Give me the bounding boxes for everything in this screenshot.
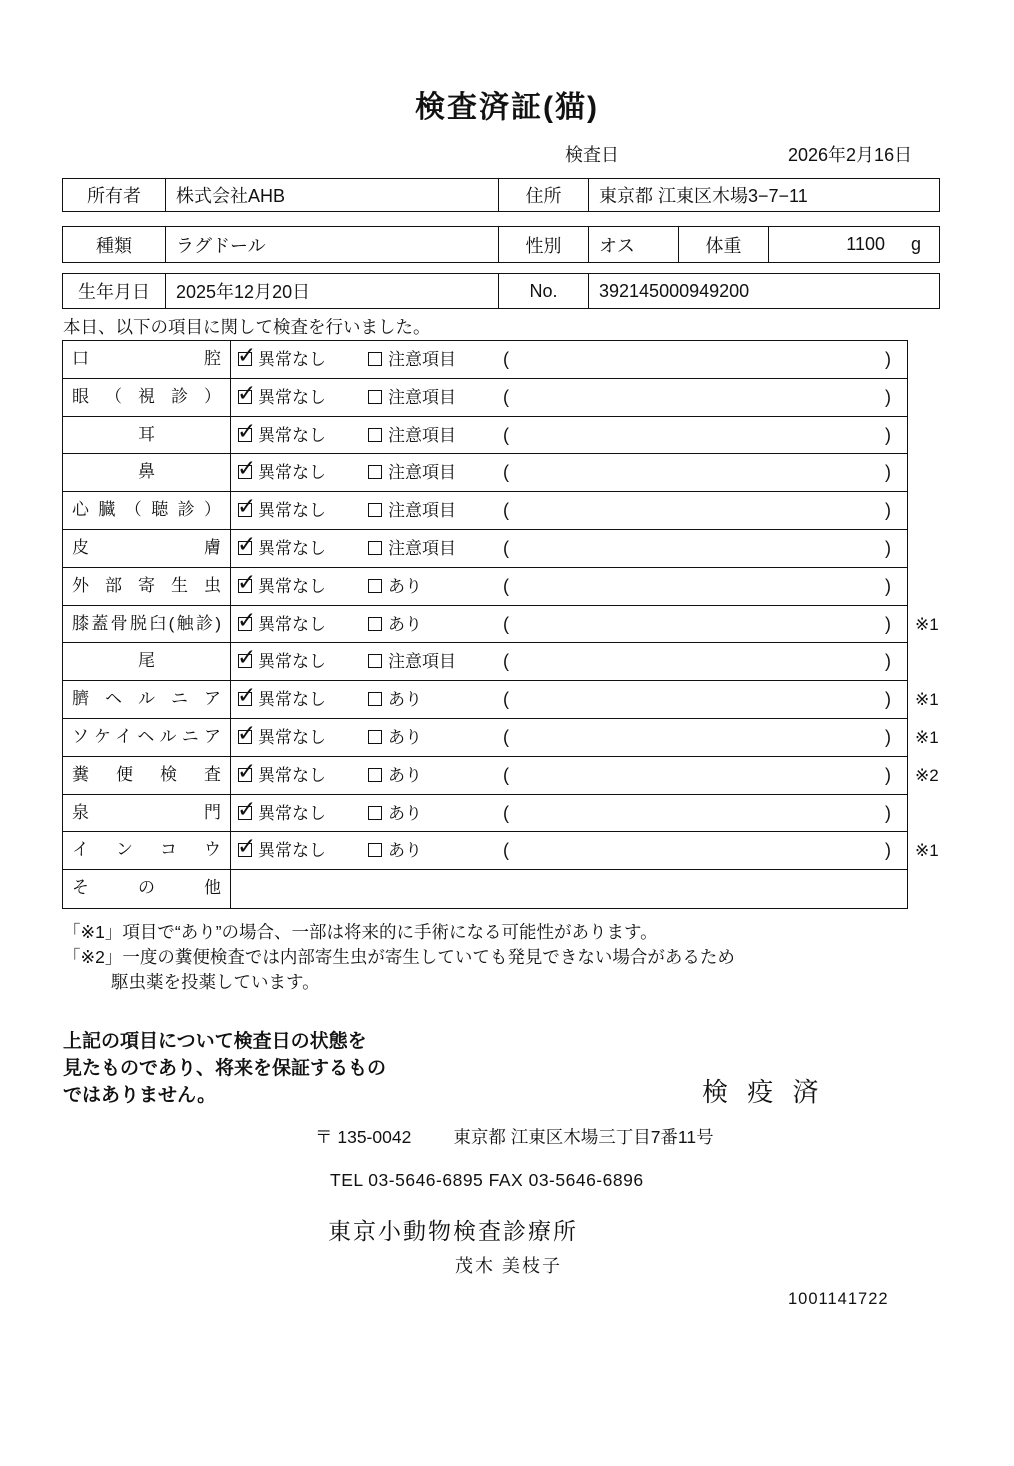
page-title: 検査済証(猫): [415, 91, 599, 124]
item-label: 耳: [63, 417, 231, 454]
item-label: 膝蓋骨脱臼(触診): [63, 606, 231, 643]
checkbox-attention-unchecked[interactable]: [368, 503, 382, 517]
owner-value: 株式会社AHB: [166, 179, 499, 211]
number-label: No.: [499, 274, 589, 308]
checkbox-no-abnormality-checked[interactable]: [238, 617, 252, 631]
clinic-tel-fax: TEL 03-5646-6895 FAX 03-5646-6896: [330, 1170, 644, 1190]
table-row: [63, 643, 907, 681]
clinic-address-line: [315, 1124, 714, 1149]
breed-value: ラグドール: [166, 227, 499, 262]
checkbox-attention-unchecked[interactable]: [368, 806, 382, 820]
inspection-date-label: 検査日: [565, 145, 619, 165]
no-abnormality-label: 異常なし: [258, 614, 326, 634]
checkbox-no-abnormality-checked[interactable]: [238, 730, 252, 744]
checkbox-attention-unchecked[interactable]: [368, 843, 382, 857]
item-label: 尾: [63, 643, 231, 680]
paren-open: (: [503, 386, 509, 407]
checkbox-no-abnormality-checked[interactable]: [238, 503, 252, 517]
attention-label: 注意項目: [388, 501, 456, 521]
item-label: 外部寄生虫: [63, 568, 231, 605]
paren-open: (: [503, 613, 509, 634]
sex-value: オス: [589, 227, 679, 262]
item-result-area: [231, 757, 907, 794]
item-label: 鼻: [63, 454, 231, 491]
weight-label: 体重: [679, 227, 769, 262]
table-row: [63, 568, 907, 606]
checkbox-attention-unchecked[interactable]: [368, 692, 382, 706]
veterinarian-name: 茂木 美枝子: [455, 1256, 563, 1276]
item-label: 眼（視診）: [63, 379, 231, 416]
no-abnormality-label: 異常なし: [258, 576, 326, 596]
item-label: ソケイヘルニア: [63, 719, 231, 756]
no-abnormality-label: 異常なし: [258, 803, 326, 823]
item-result-area: [231, 417, 907, 454]
paren-open: (: [503, 840, 509, 861]
birthdate-label: 生年月日: [63, 274, 166, 308]
item-result-area: [231, 454, 907, 491]
intro-text: 本日、以下の項目に関して検査を行いました。: [63, 317, 431, 337]
paren-close: ): [885, 802, 891, 823]
address-label: 住所: [499, 179, 589, 211]
weight-value: 1100: [846, 234, 885, 254]
footnote-mark: ※2: [915, 765, 939, 785]
paren-open: (: [503, 575, 509, 596]
owner-label: 所有者: [63, 179, 166, 211]
table-row: [63, 757, 939, 795]
paren-open: (: [503, 462, 509, 483]
weight-value-cell: [769, 227, 939, 262]
checkbox-attention-unchecked[interactable]: [368, 730, 382, 744]
birth-info-row: [62, 273, 940, 309]
inspection-date-value: 2026年2月16日: [788, 145, 913, 165]
attention-label: あり: [388, 614, 422, 634]
checkbox-no-abnormality-checked[interactable]: [238, 843, 252, 857]
attention-label: 注意項目: [388, 425, 456, 445]
no-abnormality-label: 異常なし: [258, 841, 326, 861]
checkbox-no-abnormality-checked[interactable]: [238, 654, 252, 668]
attention-label: 注意項目: [388, 652, 456, 672]
table-row: [63, 719, 939, 757]
attention-label: 注意項目: [388, 387, 456, 407]
table-row: [63, 870, 907, 908]
paren-close: ): [885, 726, 891, 747]
paren-close: ): [885, 349, 891, 369]
checkbox-attention-unchecked[interactable]: [368, 654, 382, 668]
checkbox-no-abnormality-checked[interactable]: [238, 768, 252, 782]
paren-open: (: [503, 689, 509, 710]
footnote-mark: ※1: [915, 690, 939, 710]
attention-label: あり: [388, 576, 422, 596]
paren-close: ): [885, 500, 891, 521]
checkbox-attention-unchecked[interactable]: [368, 352, 382, 366]
paren-open: (: [503, 802, 509, 823]
checkbox-attention-unchecked[interactable]: [368, 768, 382, 782]
footnote-mark: ※1: [915, 841, 939, 861]
checkbox-no-abnormality-checked[interactable]: [238, 390, 252, 404]
checkbox-no-abnormality-checked[interactable]: [238, 428, 252, 442]
paren-close: ): [885, 386, 891, 407]
footnote-mark: ※1: [915, 614, 939, 634]
table-row: [63, 795, 907, 833]
attention-label: 注意項目: [388, 463, 456, 483]
footnote-mark: ※1: [915, 727, 939, 747]
paren-close: ): [885, 462, 891, 483]
table-row: [63, 417, 907, 455]
no-abnormality-label: 異常なし: [258, 501, 326, 521]
item-result-area: [231, 719, 907, 756]
footnote-1: 「※1」項目で“あり”の場合、一部は将来的に手術になる可能性があります。: [63, 922, 658, 942]
no-abnormality-label: 異常なし: [258, 652, 326, 672]
item-label: 皮膚: [63, 530, 231, 567]
paren-open: (: [503, 349, 509, 369]
table-row: [63, 832, 939, 870]
attention-label: あり: [388, 765, 422, 785]
checkbox-attention-unchecked[interactable]: [368, 541, 382, 555]
weight-unit: g: [910, 234, 921, 254]
attention-label: あり: [388, 841, 422, 861]
sex-label: 性別: [499, 227, 589, 262]
paren-open: (: [503, 424, 509, 445]
item-result-area: [231, 606, 907, 643]
item-result-area: [231, 341, 907, 378]
paren-close: ): [885, 764, 891, 785]
attention-label: あり: [388, 803, 422, 823]
number-value: 392145000949200: [599, 280, 750, 301]
no-abnormality-label: 異常なし: [258, 690, 326, 710]
paren-close: ): [885, 689, 891, 710]
table-row: [63, 530, 907, 568]
checkbox-attention-unchecked[interactable]: [368, 579, 382, 593]
paren-close: ): [885, 651, 891, 672]
table-row: [63, 606, 939, 644]
birthdate-value: 2025年12月20日: [166, 274, 499, 308]
item-result-area: [231, 681, 907, 718]
disclaimer-text: [63, 1028, 386, 1109]
checkbox-attention-unchecked[interactable]: [368, 390, 382, 404]
item-result-area: [231, 870, 907, 908]
paren-close: ): [885, 840, 891, 861]
checkbox-attention-unchecked[interactable]: [368, 617, 382, 631]
breed-info-row: [62, 226, 940, 263]
footnotes: [63, 920, 735, 995]
item-label: 泉門: [63, 795, 231, 832]
paren-open: (: [503, 500, 509, 521]
clinic-postal-code: 〒 135-0042: [315, 1127, 412, 1147]
no-abnormality-label: 異常なし: [258, 463, 326, 483]
breed-label: 種類: [63, 227, 166, 262]
no-abnormality-label: 異常なし: [258, 538, 326, 558]
clinic-address: 東京都 江東区木場三丁目7番11号: [453, 1127, 714, 1147]
no-abnormality-label: 異常なし: [258, 350, 326, 369]
paren-close: ): [885, 424, 891, 445]
checkbox-no-abnormality-checked[interactable]: [238, 541, 252, 555]
serial-number: 1001141722: [788, 1290, 889, 1308]
table-row: [63, 454, 907, 492]
checkbox-no-abnormality-checked[interactable]: [238, 465, 252, 479]
paren-open: (: [503, 726, 509, 747]
no-abnormality-label: 異常なし: [258, 765, 326, 785]
table-row: [63, 492, 907, 530]
attention-label: 注意項目: [388, 538, 456, 558]
paren-close: ): [885, 537, 891, 558]
item-label: 口腔: [63, 341, 231, 378]
attention-label: あり: [388, 727, 422, 747]
checkbox-no-abnormality-checked[interactable]: [238, 692, 252, 706]
checkbox-no-abnormality-checked[interactable]: [238, 352, 252, 366]
no-abnormality-label: 異常なし: [258, 425, 326, 445]
paren-open: (: [503, 651, 509, 672]
no-abnormality-label: 異常なし: [258, 727, 326, 747]
attention-label: あり: [388, 690, 422, 710]
item-label: その他: [63, 870, 231, 908]
inspection-table: [62, 340, 939, 909]
checkbox-attention-unchecked[interactable]: [368, 428, 382, 442]
owner-info-row: [62, 178, 940, 212]
item-label: 臍ヘルニア: [63, 681, 231, 718]
footnote-2: 「※2」一度の糞便検査では内部寄生虫が寄生していても発見できない場合があるため: [63, 947, 735, 967]
item-result-area: [231, 492, 907, 529]
disclaimer-line-3: ではありません。: [63, 1085, 217, 1106]
paren-close: ): [885, 613, 891, 634]
quarantine-stamp: 検 疫 済: [702, 1077, 825, 1107]
item-result-area: [231, 530, 907, 567]
item-label: インコウ: [63, 832, 231, 869]
paren-open: (: [503, 537, 509, 558]
item-result-area: [231, 568, 907, 605]
checkbox-no-abnormality-checked[interactable]: [238, 806, 252, 820]
item-result-area: [231, 832, 907, 869]
item-result-area: [231, 379, 907, 416]
item-result-area: [231, 643, 907, 680]
disclaimer-line-2: 見たものであり、将来を保証するもの: [63, 1058, 387, 1079]
paren-close: ): [885, 575, 891, 596]
checkbox-no-abnormality-checked[interactable]: [238, 579, 252, 593]
item-label: 心臓（聴診）: [63, 492, 231, 529]
item-label: 糞便検査: [63, 757, 231, 794]
checkbox-attention-unchecked[interactable]: [368, 465, 382, 479]
footnote-2-cont: 駆虫薬を投薬しています。: [111, 972, 320, 992]
item-result-area: [231, 795, 907, 832]
table-row: [63, 681, 939, 719]
clinic-name: 東京小動物検査診療所: [328, 1218, 578, 1244]
no-abnormality-label: 異常なし: [258, 387, 326, 407]
table-row: [63, 341, 907, 379]
attention-label: 注意項目: [388, 350, 456, 369]
table-row: [63, 379, 907, 417]
disclaimer-line-1: 上記の項目について検査日の状態を: [63, 1031, 367, 1052]
paren-open: (: [503, 764, 509, 785]
address-value: 東京都 江東区木場3−7−11: [599, 186, 808, 206]
